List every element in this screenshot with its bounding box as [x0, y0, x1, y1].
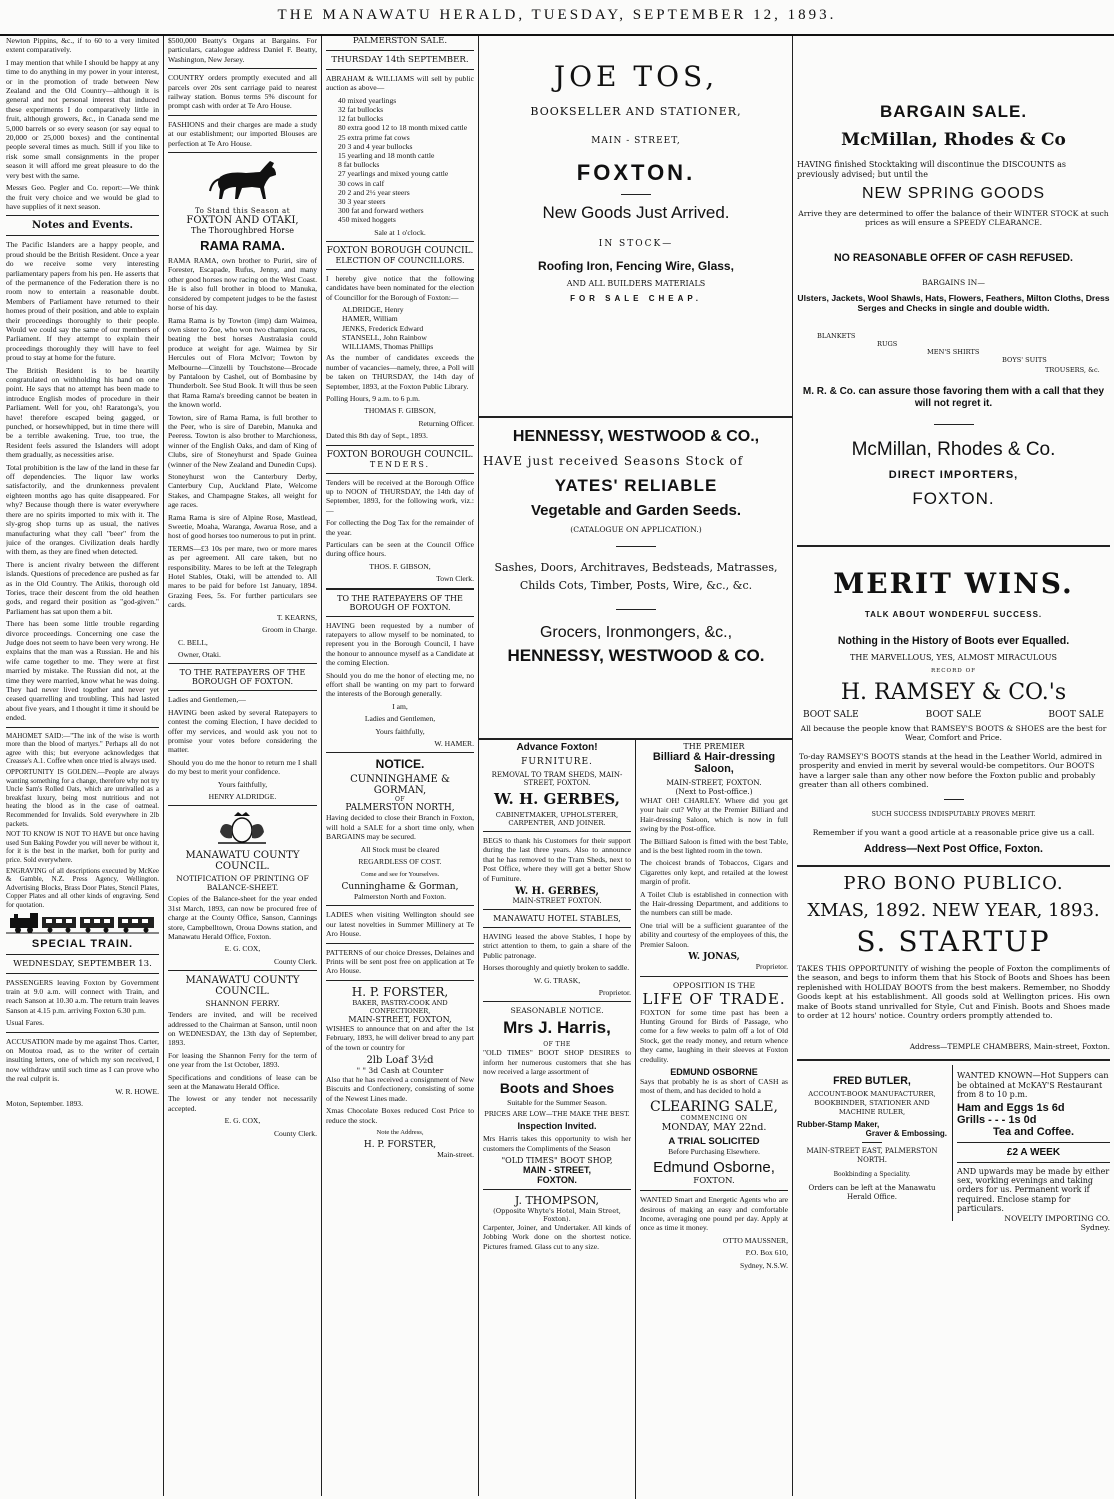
horse-icon	[168, 157, 317, 203]
section-title: Notes and Events.	[32, 220, 133, 232]
stock-line: All Stock must be cleared	[360, 844, 440, 854]
masthead: THE MANAWATU HERALD, TUESDAY, SEPTEMBER 12, 1893.	[0, 0, 1114, 36]
firm-line: Orders can be left at the Manawatu Herald Office.	[808, 1184, 936, 1202]
article-paragraph: There is ancient rivalry between the different islands. Questions of precedence are pushed as far as in the Old Country. The Atikis, thorough old Tories, trace their descent from the old heathen gods, and regard their position as "god-given." Parliament has sat upon them a bit.	[6, 559, 159, 616]
stock-line: Come and see for Yourselves.	[360, 870, 440, 878]
signature: NOVELTY IMPORTING CO.	[1004, 1213, 1110, 1223]
offer-line: NO REASONABLE OFFER OF CASH REFUSED.	[834, 251, 1073, 264]
product-line: Vegetable and Garden Seeds.	[530, 502, 742, 519]
article-paragraph: Total prohibition is the law of the land in these far off dependencies. The liquor law works satisfactorily, and the drunkenness prevalent eighteen months ago has quite disappeared. For why? Because though there is water everywhere there are no spirits imported to mix with it. The sly-grog shop turns up as usual, the natives manufacturing what they call "beer" from the juice of the oranges. Civilization deals hardly with them, as they are fined when detected.	[6, 462, 159, 557]
firm-place: Palmerston North and Foxton.	[354, 891, 446, 901]
advert-paragraph: MAHOMET SAID:—"The ink of the wise is worth more than the blood of martyrs." Perhaps all do not agree with this; but everyone acknowledges that Creasse's A.1. Coffee when once tried is always used.	[6, 731, 159, 766]
notice-title: FOXTON BOROUGH COUNCIL.	[326, 449, 474, 460]
column-rule	[321, 36, 322, 1496]
price-line: PRICES ARE LOW—THE MAKE THE BEST.	[484, 1110, 630, 1119]
sale-item: 30 cows in calf	[338, 178, 385, 188]
firm-line: Bookbinding a Speciality.	[833, 1171, 911, 1179]
price-line: " " 3d Cash at Counter	[356, 1065, 444, 1075]
signature: HENRY ALDRIDGE.	[208, 791, 277, 801]
firm-of: OF	[394, 796, 406, 804]
extra-item: TROUSERS, &c.	[1045, 365, 1100, 374]
sale-word: SALE	[956, 709, 982, 720]
column-4a	[483, 742, 631, 1494]
sale-item: 300 fat and forward wethers	[338, 206, 424, 216]
firm-trade: CABINETMAKER, UPHOLSTERER, CARPENTER, AND JOINER.	[495, 811, 619, 827]
article-paragraph: All because the people know that RAMSEY'S BOOTS & SHOES are the best for Wear, Comfort and Price.	[800, 723, 1107, 742]
product-list: Sashes, Doors, Architraves, Bedsteads, Matrasses, Childs Cots, Timber, Posts, Wire, &c., &c.	[494, 561, 778, 592]
sale-date: MONDAY, MAY 22nd.	[661, 1121, 767, 1133]
closing: Yours faithfully,	[217, 779, 268, 789]
stand-line: FOXTON AND OTAKI,	[186, 215, 299, 227]
signature: C. BELL,	[178, 637, 208, 647]
signature: P.O. Box 610,	[745, 1248, 788, 1258]
stock-line: REGARDLESS OF COST.	[358, 857, 442, 867]
candidate-name: HAMER, William	[342, 314, 398, 324]
sale-date: THURSDAY 14th SEPTEMBER.	[331, 55, 469, 65]
trial-line: Before Purchasing Elsewhere.	[668, 1146, 760, 1156]
notice-subtitle: ELECTION OF COUNCILLORS.	[335, 256, 465, 266]
signature: Owner, Otaki.	[178, 649, 221, 659]
article-paragraph: Newton Pippins, &c., if to 60 to a very limited extent comparatively.	[6, 36, 159, 55]
ad-headline: £2 A WEEK	[1006, 1146, 1061, 1158]
signature: Sydney.	[1080, 1222, 1110, 1232]
menu-line: Ham and Eggs 1s 6d	[957, 1101, 1065, 1114]
article-paragraph: HAVING finished Stocktaking will discontinue the DISCOUNTS as previously advised; but until the	[797, 160, 1066, 179]
signature: County Clerk.	[273, 1128, 317, 1138]
article-paragraph: Horses thoroughly and quietly broken to saddle.	[483, 963, 630, 973]
signature: T. KEARNS,	[276, 612, 317, 622]
ad-title: Advance Foxton!	[516, 742, 598, 753]
sale-item-list	[338, 96, 474, 225]
ad-removal: REMOVAL TO TRAM SHEDS, MAIN-STREET, FOXTON.	[491, 771, 623, 787]
boot-sale-pair	[926, 711, 982, 720]
column-3	[326, 36, 474, 1494]
firm-line: Rubber-Stamp Maker,	[797, 1120, 880, 1130]
sale-item: 20 2 and 2½ year steers	[338, 187, 410, 197]
signature: W. JONAS,	[688, 952, 740, 963]
trade-line: Grocers, Ironmongers, &c.,	[539, 624, 733, 641]
firm-name: J. THOMPSON,	[514, 1193, 600, 1207]
product-line: Suitable for the Summer Season.	[507, 1097, 607, 1107]
sale-item: 40 mixed yearlings	[338, 95, 397, 105]
article-paragraph: Mrs Harris takes this opportunity to wish her customers the Compliments of the Season	[483, 1134, 631, 1153]
signature: THOMAS F. GIBSON,	[364, 406, 436, 416]
horse-name: RAMA RAMA.	[200, 238, 285, 254]
extra-item: BOYS' SUITS	[1002, 355, 1047, 364]
column-4b	[640, 742, 788, 1494]
extra-item: BLANKETS	[817, 331, 856, 340]
ad-line: Nothing in the History of Boots ever Equalled.	[837, 634, 1070, 647]
advert-fred-butler	[797, 1065, 947, 1221]
article-paragraph: Rama Rama is by Towton (imp) dam Waimea, own sister to Zoe, who won two champion races, beating the best horses Australasia could produce at weight for age. Waimea by Sir Hercules out of Flora McIvor; Towton by Melbourne—Cinzelli by Touchstone—Brocade by Pantaloon by Cashel, out of Bombasine by Thunderbolt. See Stud Book. It will thus be seen that Rama Rama's breeding cannot be beaten in the known world.	[168, 315, 317, 410]
signature: W. HAMER.	[434, 739, 474, 749]
extra-item: MEN'S SHIRTS	[927, 347, 980, 356]
sale-item: 30 3 year steers	[338, 197, 386, 207]
signature: W. R. HOWE.	[115, 1086, 159, 1096]
firm-name: H. P. FORSTER,	[351, 984, 449, 999]
signature: E. G. COX,	[224, 1116, 261, 1126]
sale-intro: ABRAHAM & WILLIAMS will sell by public auction as above—	[326, 74, 474, 93]
ad-headline: MERIT WINS.	[833, 566, 1074, 600]
shop-name: "OLD TIMES" BOOT SHOP,	[501, 1155, 613, 1165]
ad-subhead: TALK ABOUT WONDERFUL SUCCESS.	[864, 609, 1043, 619]
stock-label: IN STOCK—	[598, 239, 674, 249]
article-paragraph: Carpenter, Joiner, and Undertaker. All kinds of Jobbing Work done on the shortest notice. Pictures framed. Glass cut to any size.	[483, 1222, 631, 1251]
notice-title: MANAWATU COUNTY COUNCIL.	[185, 850, 300, 873]
firm-name: EDMUND OSBORNE	[670, 1066, 758, 1077]
headline: New Goods Just Arrived.	[542, 203, 730, 222]
advert-beatty: $500,000 Beatty's Organs at Bargains. For particulars, catalogue address Daniel F. Beatty, Washington, New Jersey.	[168, 36, 317, 64]
signature: MAIN-STREET FOXTON.	[512, 897, 602, 906]
article-paragraph: HAVING been requested by a number of ratepayers to allow myself to be nominated, to represent you in the Borough Council, I have the honour to announce myself as a Candidate at the coming Election.	[326, 620, 474, 668]
ad-line: RECORD OF	[930, 667, 977, 674]
signature: Edmund Osborne,	[653, 1159, 775, 1177]
signature: W. G. TRASK,	[533, 975, 581, 985]
ad-title: SEASONABLE NOTICE.	[510, 1006, 604, 1016]
firm-name: HENNESSY, WESTWOOD & CO.,	[512, 428, 760, 445]
column-rule	[478, 36, 479, 1496]
advert-patterns: PATTERNS of our choice Dresses, Delaines and Prints will be sent post free on application at Te Aro House.	[326, 947, 474, 976]
notice-title: FOXTON BOROUGH COUNCIL.	[326, 246, 474, 257]
article-paragraph: Particulars can be seen at the Council Office during office hours.	[326, 539, 474, 559]
signature: THOS. F. GIBSON,	[369, 561, 431, 571]
firm-name: HENNESSY, WESTWOOD & CO.	[507, 646, 765, 665]
article-paragraph: As the number of candidates exceeds the number of vacancies—namely, three, a Poll will be taken on THURSDAY, the 14th day of September, 1893, at the Foxton Public Library.	[326, 353, 474, 391]
article-paragraph: Messrs Geo. Pegler and Co. report:—We think the fruit very choice and we would be glad to have supplies of it next season.	[6, 183, 159, 211]
candidate-name: ALDRIDGE, Henry	[342, 305, 404, 315]
article-paragraph: Should you do me the honor to return me I shall do my best to merit your confidence.	[168, 757, 317, 777]
firm-name: CUNNINGHAME & GORMAN,	[350, 774, 450, 797]
article-paragraph: The lowest or any tender not necessarily accepted.	[168, 1094, 317, 1113]
firm-town: FOXTON.	[912, 488, 995, 508]
article-paragraph: WANTED KNOWN—Hot Suppers can be obtained at McKAY'S Restaurant from 8 to 10 p.m.	[957, 1071, 1109, 1100]
dated: Dated this 8th day of Sept., 1893.	[326, 431, 428, 441]
sale-word: SALE	[833, 709, 859, 720]
article-paragraph: Arrive they are determined to offer the balance of their WINTER STOCK at such prices as will ensure a SPEEDY CLEARANCE.	[798, 209, 1109, 228]
article-paragraph: The Billiard Saloon is fitted with the best Table, and is the best lighted room in the town.	[640, 836, 788, 856]
advert-hennessy	[483, 424, 789, 734]
sale-item: 80 extra good 12 to 18 month mixed cattle	[338, 123, 468, 133]
firm-line: Graver & Embossing.	[865, 1129, 947, 1139]
firm-name: Cunninghame & Gorman,	[341, 881, 459, 892]
boot-word: BOOT	[925, 709, 954, 720]
article-paragraph: For collecting the Dog Tax for the remainder of the year.	[326, 518, 474, 537]
sale-time: Sale at 1 o'clock.	[374, 227, 426, 237]
advert-paragraph: ENGRAVING of all descriptions executed by McKee & Gamble, N.Z. Press Agency, Wellington. Advertising Blocks, Brass Door Plates, Stencil Plates, Copper Plates and all other kinds of engraving. Send for quotation.	[6, 866, 159, 909]
candidate-list	[342, 305, 474, 351]
salutation: Ladies and Gentlemen,—	[168, 695, 246, 705]
signature: Groom in Charge.	[262, 625, 317, 635]
train-text: PASSENGERS leaving Foxton by Government train at 9.0 a.m. will connect with Train, and reach Sanson at 10.30 a.m. The return train leaves Sanson at 4.15 p.m. arriving Foxton 6.30 p.m.	[6, 977, 159, 1015]
stock-cheap: FOR SALE CHEAP.	[570, 294, 702, 303]
sale-item: 450 mixed hoggets	[338, 215, 396, 225]
firm-name: W. H. GERBES,	[494, 790, 620, 808]
advert-joe-tos	[483, 40, 789, 410]
advert-country: COUNTRY orders promptly executed and all parcels over 20s sent carriage paid to nearest railway station. Bonus terms 5% discount for prompt cash with order at Te Aro House.	[168, 73, 317, 111]
firm-town: FOXTON.	[576, 160, 696, 185]
firm-name: FRED BUTLER,	[833, 1075, 911, 1088]
closing: I am,	[392, 701, 408, 711]
candidate-name: WILLIAMS, Thomas Phillips	[342, 342, 434, 352]
sale-item: 27 yearlings and mixed young cattle	[338, 169, 449, 179]
train-fares: Usual Fares.	[6, 1018, 44, 1028]
bargains-label: BARGAINS IN—	[922, 277, 985, 287]
sale-item: 15 yearling and 18 month cattle	[338, 151, 435, 161]
firm-trade: DIRECT IMPORTERS,	[888, 468, 1019, 481]
firm-trade: BAKER, PASTRY-COOK AND CONFECTIONER,	[352, 998, 448, 1015]
boot-sale-pair	[1048, 711, 1104, 720]
article-paragraph: BEGS to thank his Customers for their support during the last three years. Also to announce that he has removed to the Tram Sheds, next to Post Office, where they will get a better Show of Furniture.	[483, 836, 631, 883]
firm-name: McMillan, Rhodes & Co	[841, 130, 1066, 150]
stock-materials: AND ALL BUILDERS MATERIALS	[566, 279, 706, 288]
candidate-name: STANSELL, John Rainbow	[342, 332, 427, 342]
advert-paragraph: NOT TO KNOW IS NOT TO HAVE but once having used Sun Baking Powder you will never be without it, for it is the best in the market, both for purity and price. Sold everywhere.	[6, 830, 159, 864]
article-paragraph: AND upwards may be made by either sex, working evenings and taking orders for us. Permanent work if required. Enclose stamp for particulars.	[957, 1166, 1110, 1214]
catalogue: (CATALOGUE ON APPLICATION.)	[570, 525, 702, 534]
sale-item: 25 extra prime fat cows	[338, 132, 410, 142]
article-paragraph: FOXTON for some time past has been a Hunting Ground for Birds of Passage, who come for a few weeks to palm off a lot of Old Stock, get the ready money, and return whence they came, laughing in their sleeves at Foxton credulity.	[640, 1007, 788, 1064]
ad-address: Address—Next Post Office, Foxton.	[864, 843, 1043, 855]
place-date: Moton, September. 1893.	[6, 1098, 83, 1108]
accusation-text: ACCUSATION made by me against Thos. Carter, on Moutoa road, as to the writer of certain insulting letters, one of which my son received, I now withdraw until such time as I can prove who the real culprit is.	[6, 1036, 159, 1084]
article-paragraph: RAMA RAMA, own brother to Puriri, sire of Forester, Escapade, Rufus, Jenny, and many other good horses now racing on the West Coast. He is also full brother in blood to Manuka, considered by competent judges to be the fastest horse of his day.	[168, 256, 317, 313]
column-2	[168, 36, 317, 1494]
menu-line: Grills - - - 1s 0d	[957, 1113, 1037, 1126]
firm-trade: BOOKSELLER AND STATIONER,	[530, 105, 742, 118]
signature: E. G. COX,	[224, 944, 261, 954]
signature: Town Clerk.	[436, 574, 474, 584]
sale-word: SALE	[1078, 709, 1104, 720]
notice-heading: NOTICE.	[375, 757, 425, 772]
train-icon	[6, 912, 159, 934]
bargains-list: Ulsters, Jackets, Wool Shawls, Hats, Flowers, Feathers, Milton Cloths, Dress Serges and Checks in single and double width.	[797, 292, 1110, 314]
product-name: YATES' RELIABLE	[554, 476, 718, 495]
commencing: COMMENCING ON	[680, 1114, 748, 1122]
notice-subtitle: SHANNON FERRY.	[205, 999, 280, 1009]
ad-line: SUCH SUCCESS INDISPUTABLY PROVES MERIT.	[871, 810, 1036, 818]
sale-item: 12 fat bullocks	[338, 114, 384, 124]
notice-title: MANAWATU COUNTY COUNCIL.	[185, 975, 300, 998]
article-paragraph: WANTED Smart and Energetic Agents who are desirous of making an easy and comfortable Income, averaging one pound per day. Apply at once as time it money.	[640, 1195, 788, 1233]
signature: Proprietor.	[755, 962, 788, 972]
bargains-extras	[797, 324, 1110, 376]
article-paragraph: I may mention that while I should be happy at any time to do anything in my power in your interest, or in the promotion of trade between New Zealand and the Old Country—although it is general and not personal interest that induced these experiments I do comparatively little in fruit, although growers, &c., in Canada send me 5,000 barrels or so every season (or say equal to 20,000 or 25,000 boxes) and the continental people several times as much. Still if you like to risk some small consignments in the proper season it will afford me great pleasure to do the very best with the same.	[6, 57, 159, 180]
invite-line: Inspection Invited.	[517, 1121, 597, 1132]
coat-of-arms-icon	[168, 810, 317, 846]
advert-fashions: FASHIONS and their charges are made a study at our establishment; our imported Blouses are perfection at Te Aro House.	[168, 119, 317, 148]
article-paragraph: Tenders are invited, and will be received addressed to the Chairman at Sanson, until noon on WEDNESDAY, the 13th day of September, 1893.	[168, 1010, 317, 1048]
ad-headline: LIFE OF TRADE.	[642, 989, 786, 1008]
signature: Proprietor.	[598, 988, 631, 998]
firm-address: MAIN-STREET, FOXTON,	[348, 1014, 452, 1024]
firm-trade: ACCOUNT-BOOK MANUFACTURER, BOOKBINDER, STATIONER AND MACHINE RULER,	[808, 1090, 936, 1117]
signature: W. H. GERBES,	[515, 886, 599, 898]
ad-headline: NEW SPRING GOODS	[861, 185, 1046, 203]
article-paragraph: Stoneyhurst won the Canterbury Derby, Canterbury Cup, Auckland Plate, Welcome Stakes, and Champagne Stakes, all weight for age races.	[168, 472, 317, 510]
sale-item: 32 fat bullocks	[338, 105, 384, 115]
article-paragraph: I hereby give notice that the following candidates have been nominated for the election of Councillor for the Borough of Foxton:—	[326, 274, 474, 302]
article-paragraph: Specifications and conditions of lease can be seen at the Manawatu Herald Office.	[168, 1072, 317, 1092]
article-paragraph: One trial will be a sufficient guarantee of the ability and courtesy of the employees of this, the Premier Saloon.	[640, 920, 788, 949]
notice-subtitle: TENDERS.	[369, 459, 431, 469]
article-paragraph: HAVING leased the above Stables, I hope by strict attention to them, to gain a share of the Public patronage.	[483, 932, 631, 960]
firm-town: FOXTON.	[693, 1176, 735, 1187]
note-address: Note the Address,	[376, 1129, 424, 1137]
article-paragraph: Copies of the Balance-sheet for the year ended 31st March, 1893, can now be procured free of charge at the County Office, Sanson, Cannings store, Campbelltown, Oroua Downs station, and Manawatu Herald Office, Foxton.	[168, 894, 317, 941]
column-rule	[163, 36, 164, 1496]
stock-items: Roofing Iron, Fencing Wire, Glass,	[538, 259, 734, 273]
ad-title: MANAWATU HOTEL STABLES,	[493, 914, 621, 924]
train-date: WEDNESDAY, SEPTEMBER 13.	[13, 958, 152, 969]
ad-headline: CLEARING SALE,	[650, 1098, 778, 1115]
firm-address: MAIN-STREET EAST, PALMERSTON NORTH.	[806, 1147, 938, 1165]
shop-street: MAIN - STREET,	[522, 1164, 591, 1175]
ad-address: Address—TEMPLE CHAMBERS, Main-street, Foxton.	[909, 1042, 1110, 1052]
article-paragraph: The Pacific Islanders are a happy people, and proud should be the British Resident. Once a year do we receive some very interesting parliamentary papers from his pen. He asserts that of the permanence of the Federation there is no room now to entertain a reasonable doubt. Members of Parliament have returned to their homes proud of their position, and able to explain their proceedings thoroughly to their people. Would we could say the same of our members of Parliament. If they attempt to explain their proceedings thoroughly they will have to feel proud to stay at home for the future.	[6, 240, 159, 363]
bottom-adverts	[797, 1065, 1110, 1232]
article-paragraph: To-day RAMSEY'S BOOTS stands at the head in the Leather World, admired in prosperity and envied in merit by several would-be competitors. Our BOOTS have a larger sale than any other now before the Foxton public and probably greater than all others combined.	[799, 752, 1103, 789]
extra-item: RUGS	[877, 339, 898, 348]
notice-subtitle: NOTIFICATION OF PRINTING OF BALANCE-SHEET.	[176, 874, 309, 893]
price-line: 2lb Loaf 3½d	[366, 1054, 434, 1066]
advert-paragraph: OPPORTUNITY IS GOLDEN.—People are always wanting something for a change, therefore why not try Uncle Sam's Rolled Oats, which are unrivalled as a breakfast luxury, being most nutritious and not heating the blood as in the case of oatmeal. Recommended for Invalids. Sold everywhere in 2lb packets.	[6, 768, 159, 828]
column-1	[6, 36, 159, 1494]
sale-item: 20 3 and 4 year bullocks	[338, 141, 413, 151]
ad-headline: XMAS, 1892. NEW YEAR, 1893.	[807, 900, 1100, 921]
boot-sale-pair	[803, 711, 859, 720]
signature: H. P. FORSTER,	[363, 1140, 437, 1151]
article-paragraph: WISHES to announce that on and after the 1st February, 1893, he will deliver bread to any part of the town or country for	[326, 1023, 474, 1052]
closing: Yours faithfully,	[375, 726, 425, 736]
firm-name: JOE TOS,	[553, 60, 719, 93]
notice-title: TO THE RATEPAYERS OF THE BOROUGH OF FOXTON.	[179, 668, 306, 687]
firm-address: MAIN-STREET, FOXTON.	[666, 778, 762, 787]
firm-name: H. RAMSEY & CO.'s	[840, 679, 1067, 705]
article-paragraph: There has been some little trouble regarding divorce proceedings. Concerning one case the Judge does not seem to have been very wrong. He explains that the man was a Russian. He and his wife came together to me. They were at first married by mistake. The Russian did not, at the time they were married, know what he was doing. They had never lived together and never yet ceased quarrelling and troubling. This had lasted about five years, and I thought it time it should be ended.	[6, 619, 159, 723]
article-paragraph: HAVE just received Seasons Stock of	[483, 454, 744, 468]
notice-title: TO THE RATEPAYERS OF THE BOROUGH OF FOXTON.	[337, 593, 463, 612]
menu-line: Tea and Coffee.	[992, 1125, 1075, 1138]
sale-title: PALMERSTON SALE.	[352, 36, 448, 46]
article-paragraph: Polling Hours, 9 a.m. to 6 p.m.	[326, 393, 420, 403]
candidate-name: JENKS, Frederick Edward	[342, 323, 424, 333]
boot-word: BOOT	[1048, 709, 1076, 720]
advert-ladies: LADIES when visiting Wellington should see our latest novelties in Summer Millinery at Te Aro House.	[326, 910, 474, 939]
ad-headline: BARGAIN SALE.	[879, 102, 1028, 121]
ad-title: THE PREMIER	[683, 742, 745, 751]
firm-of: OF THE	[543, 1041, 571, 1049]
boot-word: BOOT	[803, 709, 831, 720]
article-paragraph: "OLD TIMES" BOOT SHOP DESIRES to inform her numerous customers that she has now received a large assortment of	[483, 1048, 631, 1077]
firm-name: S. STARTUP	[856, 925, 1051, 958]
firm-place: PALMERSTON NORTH,	[345, 803, 455, 814]
article-paragraph: TERMS—£3 10s per mare, two or more mares as per agreement. All care taken, but no responsibility. Mares to be left at the Telegraph Hotel Stables, Otaki, will be attended to. All mares to be paid for before 1st January, 1894. Grazing Fees, 5s. For further particulars see cards.	[168, 543, 317, 610]
article-paragraph: HAVING been asked by several Ratepayers to contest the coming Election, I have decided to offer my services, and would ask you not to promise your votes before considering the matter.	[168, 707, 317, 755]
firm-address: (Next to Post-office.)	[675, 787, 753, 796]
article-paragraph: The choicest brands of Tobaccos, Cigars and Cigarettes only kept, and retailed at the lowest margin of profit.	[640, 858, 788, 887]
signature: Returning Officer.	[418, 418, 474, 428]
trial-line: A TRIAL SOLICITED	[668, 1135, 760, 1147]
signature: County Clerk.	[273, 956, 317, 966]
signature: OTTO MAUSSNER,	[722, 1235, 788, 1245]
ad-headline: PRO BONO PUBLICO.	[843, 873, 1064, 894]
column-rule	[635, 740, 636, 1499]
article-paragraph: Should you do me the honor of electing me, no effort shall be wanting on my part to forward the interests of the Borough generally.	[326, 670, 474, 699]
ad-line: Remember if you want a good article at a reasonable price give us a call.	[812, 828, 1095, 837]
article-paragraph: Tenders will be received at the Borough Office up to NOON of THURSDAY, the 14th day of September, 1893, for the following work, viz.:—	[326, 477, 474, 515]
train-title: SPECIAL TRAIN.	[31, 937, 134, 950]
boot-sale-row	[797, 711, 1110, 720]
closing: Ladies and Gentlemen,	[364, 714, 436, 724]
article-paragraph: Towton, sire of Rama Rama, is full brother to the Peer, who is sire of Darebin, Manuka and Peeress. Towton is also brother to Marchioness, winner of the English Oaks, and dam of King of Clubs, sire of Stoneyhurst and Spade Guinea (winner of the New Zealand and Dunedin Cups).	[168, 412, 317, 469]
article-paragraph: Xmas Chocolate Boxes reduced Cost Price to reduce the stock.	[326, 1106, 474, 1125]
ad-line: THE MARVELLOUS, YES, ALMOST MIRACULOUS	[850, 652, 1057, 662]
article-paragraph: Says that probably he is as short of CASH as most of them, and has decided to hold a	[640, 1076, 788, 1096]
article-paragraph: Rama Rama is sire of Alpine Rose, Mastlead, Sweetie, Moaha, Waranga, Awarua Rose, and a host of good horses too numerous to put in print.	[168, 512, 317, 541]
firm-street: MAIN - STREET,	[591, 136, 681, 146]
signature: Sydney, N.S.W.	[740, 1260, 788, 1270]
sale-item: 8 fat bullocks	[338, 160, 380, 170]
firm-name: Mrs J. Harris,	[503, 1018, 611, 1038]
product-line: Boots and Shoes	[499, 1079, 615, 1096]
article-paragraph: For leasing the Shannon Ferry for the term of one year from the 1st October, 1893.	[168, 1050, 317, 1070]
column-rule	[792, 36, 793, 1496]
article-paragraph: WHAT OH! CHARLEY. Where did you get your hair cut? Why at the Premier Billiard and Hair-dressing Saloon, which is now in full swing by the Post-office.	[640, 796, 788, 834]
ad-title: OPPOSITION IS THE	[672, 980, 756, 990]
stand-line: The Thoroughbred Horse	[191, 226, 294, 236]
firm-address: (Opposite Whyte's Hotel, Main Street, Foxton).	[493, 1206, 621, 1223]
article-paragraph: A Toilet Club is established in connection with the Hair-dressing Department, and additions to the numbers can still be made.	[640, 889, 788, 918]
firm-name: McMillan, Rhodes & Co.	[851, 438, 1056, 460]
stand-line: To Stand this Season at	[194, 207, 291, 216]
article-paragraph: Also that he has received a consignment of New Biscuits and Confectionery, consisting of some of the Newest Lines made.	[326, 1074, 474, 1103]
firm-name: Billiard & Hair-dressing Saloon,	[652, 751, 776, 775]
signature: Main-street.	[437, 1150, 474, 1160]
column-5	[797, 36, 1110, 1494]
assurance-line: M. R. & Co. can assure those favoring them with a call that they will not regret it.	[802, 385, 1105, 409]
article-paragraph: The British Resident is to be heartily congratulated on withholding his hand on one point. He says that no attempt has been made to introduce English modes of procedure in their Parliament. Well for you, oh! Raratonga's, you have! therefore escaped being gagged, or punched, or horsewhipped, but in time there will be a terrible awakening. True, too true, the Resident feels assured the Islanders will adopt them gradually, as necessities arise.	[6, 365, 159, 460]
article-paragraph: TAKES THIS OPPORTUNITY of wishing the people of Foxton the compliments of the season, and begs to inform them that his Stock of Boots and Shoes has been replenished with HOLIDAY BOOTS from the best makers. Remember, no Shoddy Goods kept at his establishment. All goods sold at Wellington prices. His own make of Boots stand unrivalled for Style, Cut and Finish. Boots and Shoes made to order at 12 hours' notice. Country orders promptly attended to.	[797, 964, 1110, 1021]
shop-town: FOXTON.	[537, 1174, 577, 1185]
article-paragraph: Having decided to close their Branch in Foxton, will hold a SALE for a short time only, when BARGAINS may be secured.	[326, 813, 474, 842]
advert-wanted-known	[957, 1065, 1110, 1232]
ad-subtitle: FURNITURE.	[521, 757, 593, 767]
